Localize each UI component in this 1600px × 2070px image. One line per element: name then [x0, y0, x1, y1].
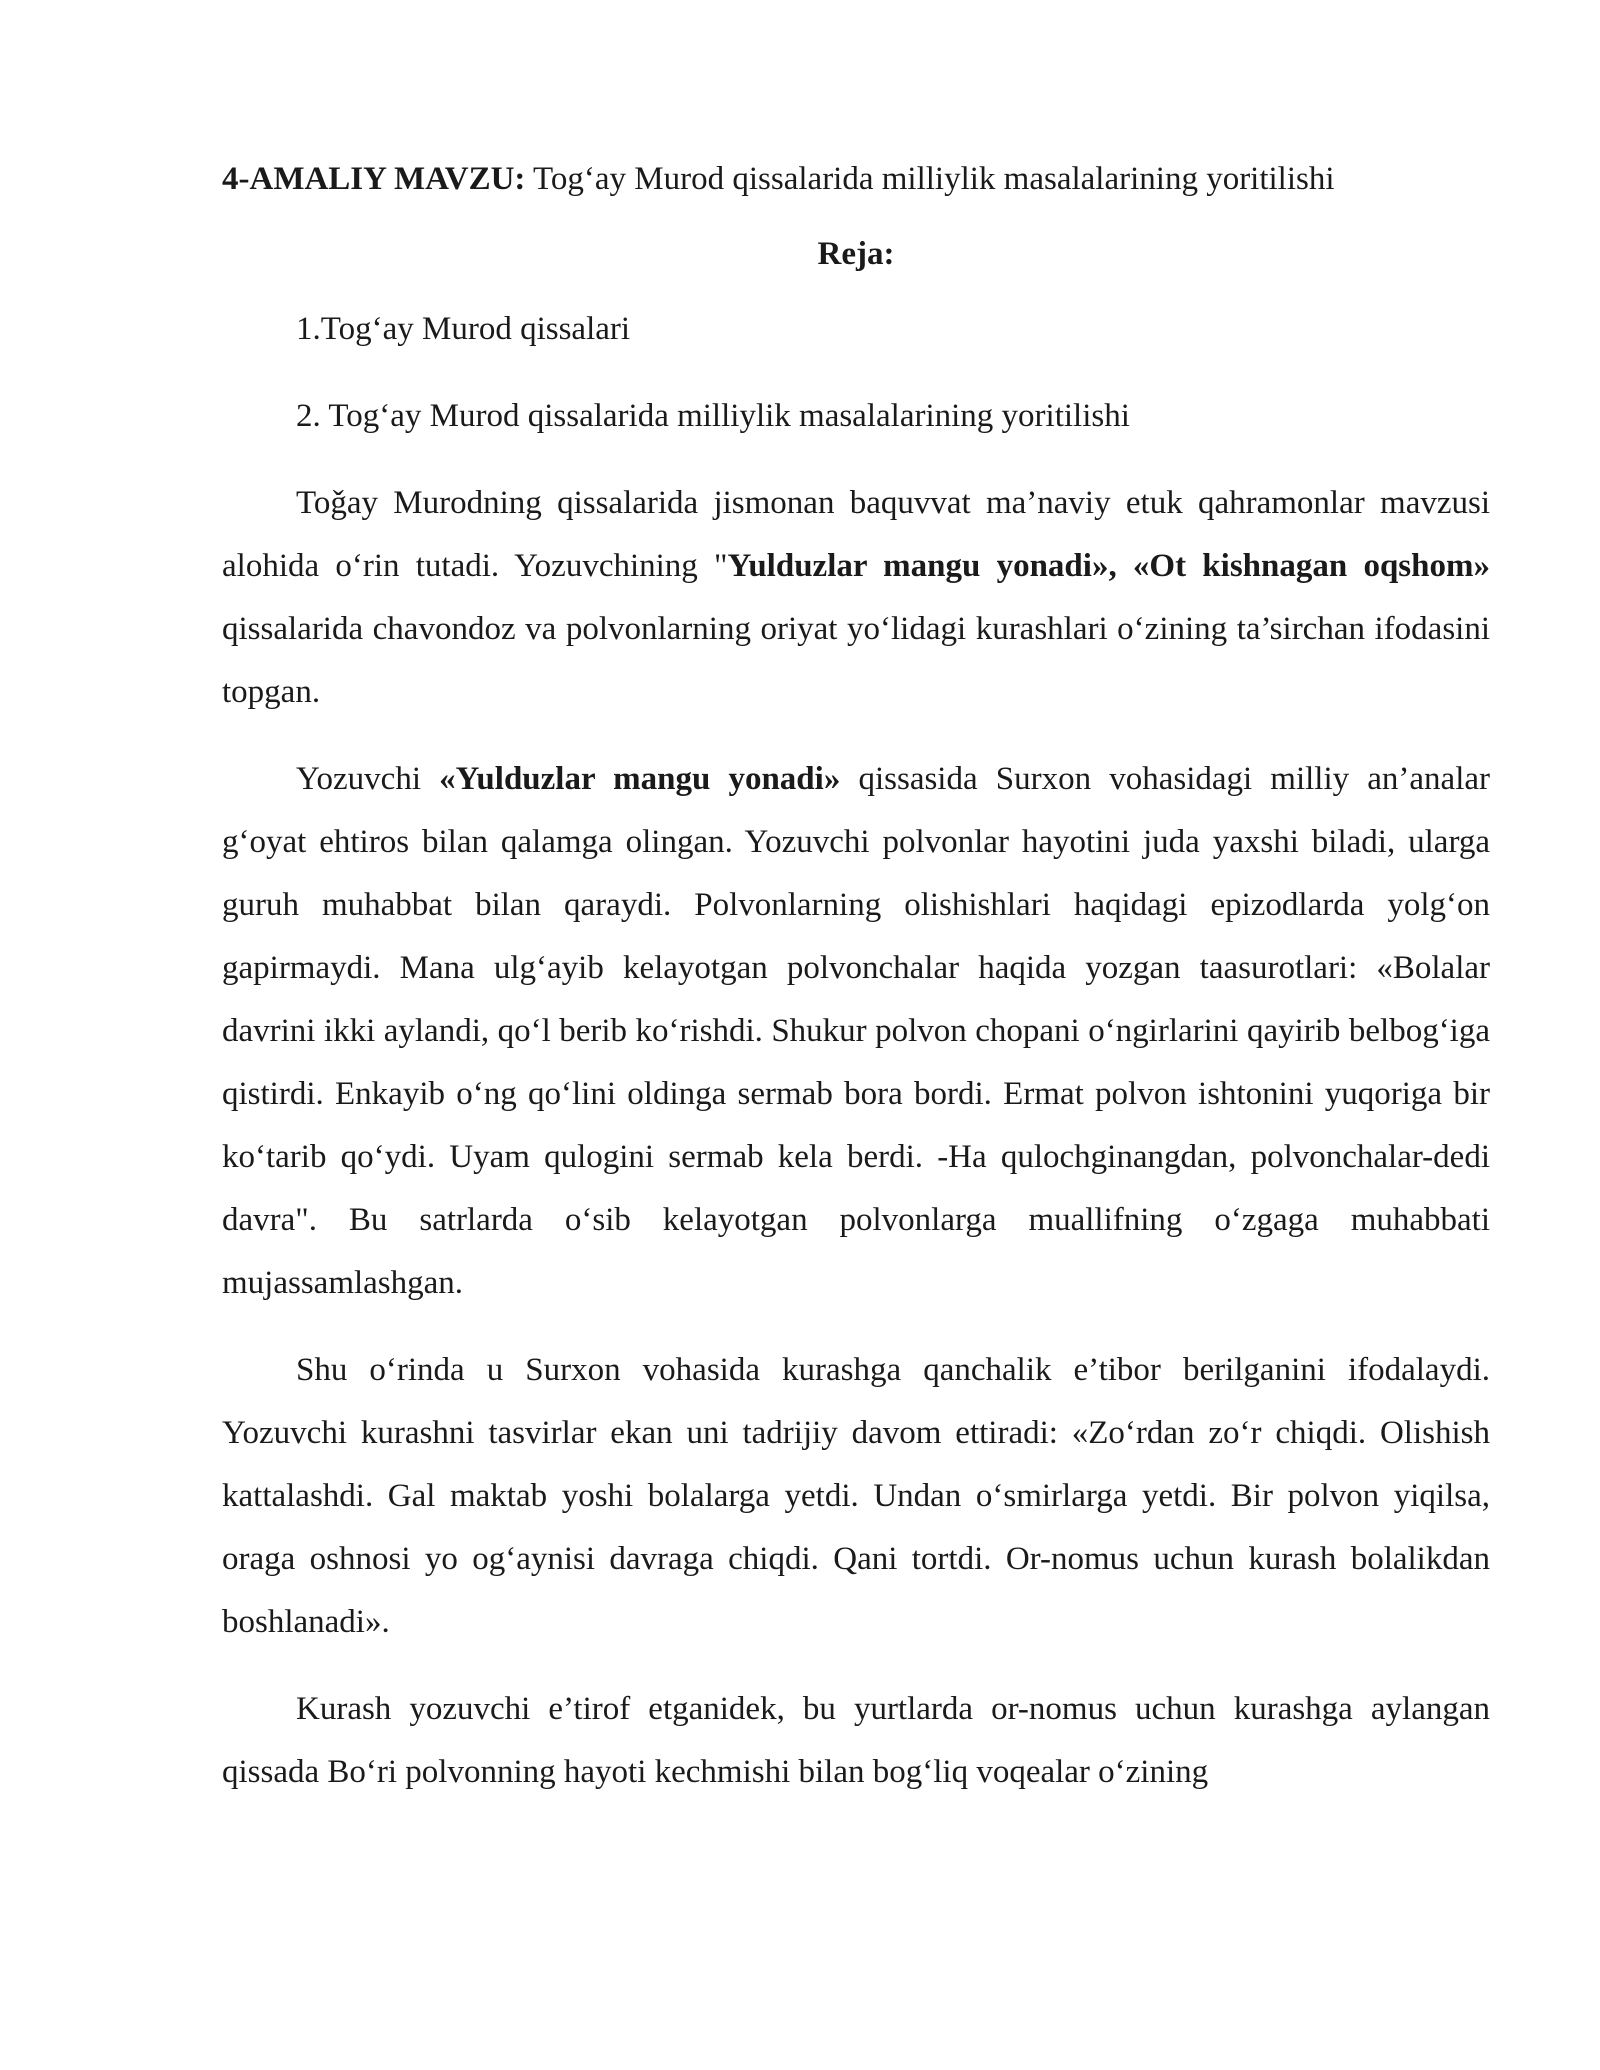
paragraph-4: Kurash yozuvchi e’tirof etganidek, bu yurtlarda or-nomus uchun kurashga aylangan qissada Bo‘ri polvonning hayoti kechmishi bilan bog‘liq voqealar o‘zining: [222, 1691, 1490, 1790]
paragraph-3: Shu o‘rinda u Surxon vohasida kurashga qanchalik e’tibor berilganini ifodalaydi. Yozuvchi kurashni tasvirlar ekan uni tadrijiy davom ettiradi: «Zo‘rdan zo‘r chiqdi. Olishish kattalashdi. Gal maktab yoshi bolalarga yetdi. Undan o‘smirlarga yetdi. Bir polvon yiqilsa, oraga oshnosi yo og‘aynisi davraga chiqdi. Qani tortdi. Or-nomus uchun kurash bolalikdan boshlanadi».: [222, 1352, 1490, 1640]
paragraph-1: [222, 472, 1490, 724]
paragraph-2-text-a: Yozuvchi: [296, 761, 440, 797]
title-label: 4-AMALIY MAVZU:: [222, 161, 526, 197]
title-text: Tog‘ay Murod qissalarida milliylik masalalarining yoritilishi: [525, 161, 1335, 197]
plan-heading: Reja:: [817, 236, 895, 272]
paragraph-2-bold-title: «Yulduzlar mangu yonadi»: [439, 761, 841, 797]
paragraph-2: [222, 748, 1490, 1315]
document-title: [222, 148, 1490, 211]
paragraph-1-text-a: Toǧay Murodning qissalarida jismonan baquvvat ma’naviy etuk qahramonlar mavzusi alohida o‘rin tutadi. Yozuvchining ": [222, 485, 1490, 584]
plan-item-1: 1.Tog‘ay Murod qissalari: [296, 311, 631, 347]
document-page: [222, 148, 1490, 1828]
paragraph-2-text-c: qissasida Surxon vohasidagi milliy an’analar g‘oyat ehtiros bilan qalamga olingan. Yozuvchi polvonlar hayotini juda yaxshi biladi, ularga guruh muhabbat bilan qaraydi. Polvonlarning olishishlari haqidagi epizodlarda yolg‘on gapirmaydi. Mana ulg‘ayib kelayotgan polvonchalar haqida yozgan taasurotlari: «Bolalar davrini ikki aylandi, qo‘l berib ko‘rishdi. Shukur polvon chopani o‘ngirlarini qayirib belbog‘iga qistirdi. Enkayib o‘ng qo‘lini oldinga sermab bora bordi. Ermat polvon ishtonini yuqoriga bir ko‘tarib qo‘ydi. Uyam qulogini sermab kela berdi. -Ha qulochginangdan, polvonchalar-dedi davra". Bu satrlarda o‘sib kelayotgan polvonlarga muallifning o‘zgaga muhabbati mujassamlashgan.: [222, 761, 1490, 1301]
plan-item-2: 2. Tog‘ay Murod qissalarida milliylik masalalarining yoritilishi: [296, 398, 1130, 434]
paragraph-1-text-c: qissalarida chavondoz va polvonlarning oriyat yo‘lidagi kurashlari o‘zining ta’sirchan ifodasini topgan.: [222, 611, 1490, 710]
paragraph-1-bold-titles: Yulduzlar mangu yonadi», «Ot kishnagan oqshom»: [727, 548, 1490, 584]
